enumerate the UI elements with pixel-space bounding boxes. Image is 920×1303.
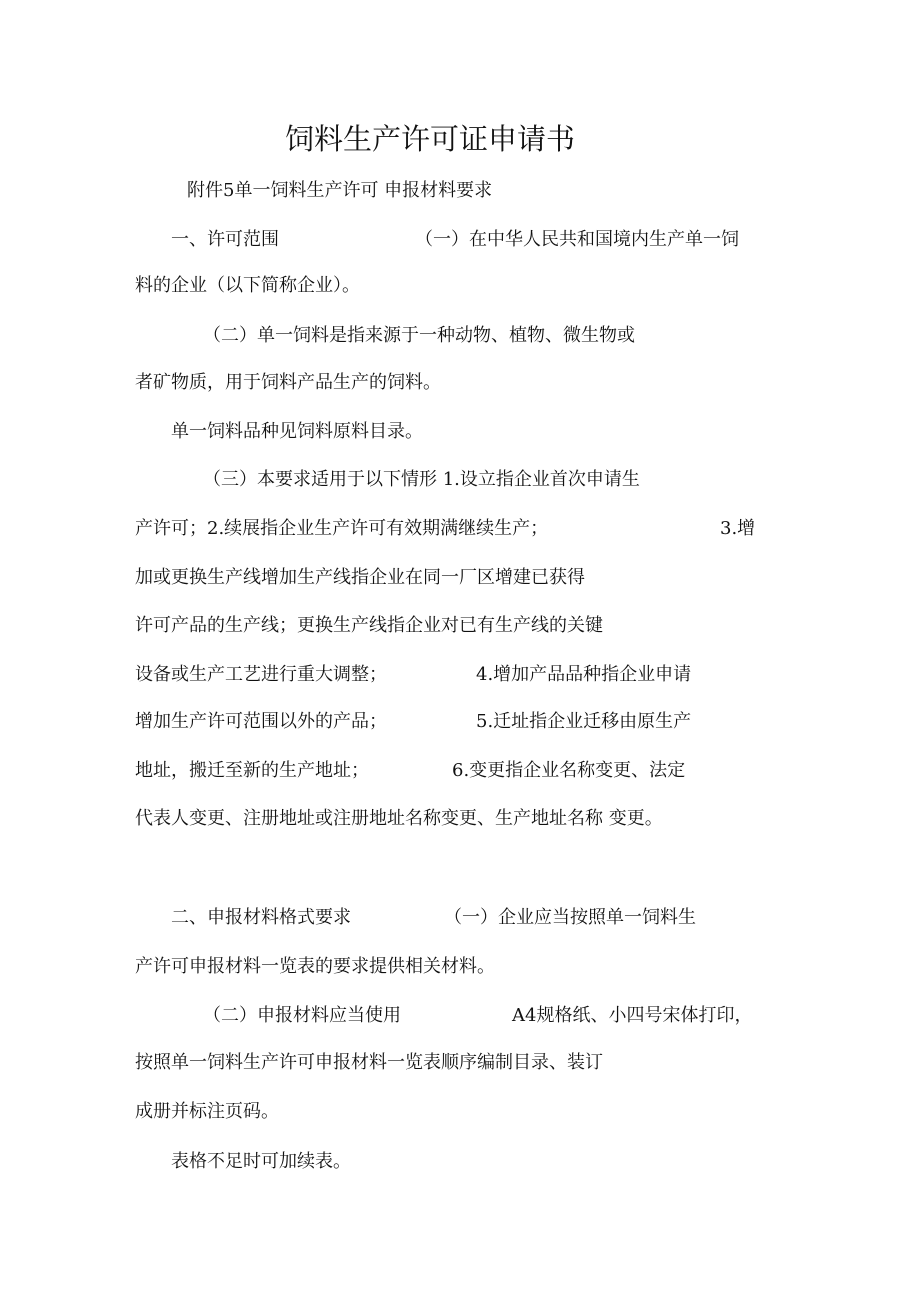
section1-p4g2: 6.变更指企业名称变更、法定 — [452, 760, 686, 781]
section2-p2a: （二）申报材料应当使用 — [203, 1005, 401, 1026]
section2-heading: 二、申报材料格式要求 — [171, 907, 351, 928]
document-title: 饲料生产许可证申请书 — [285, 122, 576, 156]
section1-line1 — [171, 228, 791, 252]
section1-p4d: 许可产品的生产线；更换生产线指企业对已有生产线的关键 — [135, 615, 603, 636]
section2-p3: 表格不足时可加续表。 — [171, 1151, 351, 1172]
section1-p1a: （一）在中华人民共和国境内生产单一饲 — [415, 229, 739, 250]
section1-p4f: 增加生产许可范围以外的产品； — [135, 711, 387, 732]
section1-p4f-line — [135, 710, 735, 734]
section1-p4h: 代表人变更、注册地址或注册地址名称变更、生产地址名称 变更。 — [135, 808, 663, 829]
section2-p2c: 成册并标注页码。 — [135, 1101, 279, 1122]
section1-p4f2: 5.迁址指企业迁移由原生产 — [476, 711, 692, 732]
section2-p2a-line — [203, 1004, 803, 1028]
section1-p4e2: 4.增加产品品种指企业申请 — [476, 664, 692, 685]
section1-p4a: （三）本要求适用于以下情形 1.设立指企业首次申请生 — [203, 469, 640, 490]
section1-p4c: 加或更换生产线增加生产线指企业在同一厂区增建已获得 — [135, 567, 585, 588]
section1-p4e-line — [135, 663, 735, 687]
section1-heading: 一、许可范围 — [171, 229, 279, 250]
section1-p4b2: 3.增 — [720, 518, 756, 539]
section1-p4b: 产许可；2.续展指企业生产许可有效期满继续生产； — [135, 518, 549, 539]
section1-p4e: 设备或生产工艺进行重大调整； — [135, 664, 387, 685]
section2-p2b: 按照单一饲料生产许可申报材料一览表顺序编制目录、装订 — [135, 1052, 603, 1073]
subtitle: 附件5单一饲料生产许可 申报材料要求 — [187, 180, 493, 201]
section2-p1b: 产许可申报材料一览表的要求提供相关材料。 — [135, 956, 495, 977]
section1-p4g-line — [135, 759, 735, 783]
section2-p2a2: A4规格纸、小四号宋体打印， — [512, 1005, 753, 1026]
section1-p4g: 地址，搬迁至新的生产地址； — [135, 760, 369, 781]
section1-p3: 单一饲料品种见饲料原料目录。 — [171, 421, 423, 442]
section1-p2b: 者矿物质，用于饲料产品生产的饲料。 — [135, 372, 441, 393]
section1-p1b: 料的企业（以下简称企业）。 — [135, 275, 360, 296]
section1-p2a: （二）单一饲料是指来源于一种动物、植物、微生物或 — [203, 325, 635, 346]
section1-p4b-line — [135, 517, 775, 541]
section2-p1a: （一）企业应当按照单一饲料生 — [444, 907, 696, 928]
section2-line1 — [171, 906, 771, 930]
